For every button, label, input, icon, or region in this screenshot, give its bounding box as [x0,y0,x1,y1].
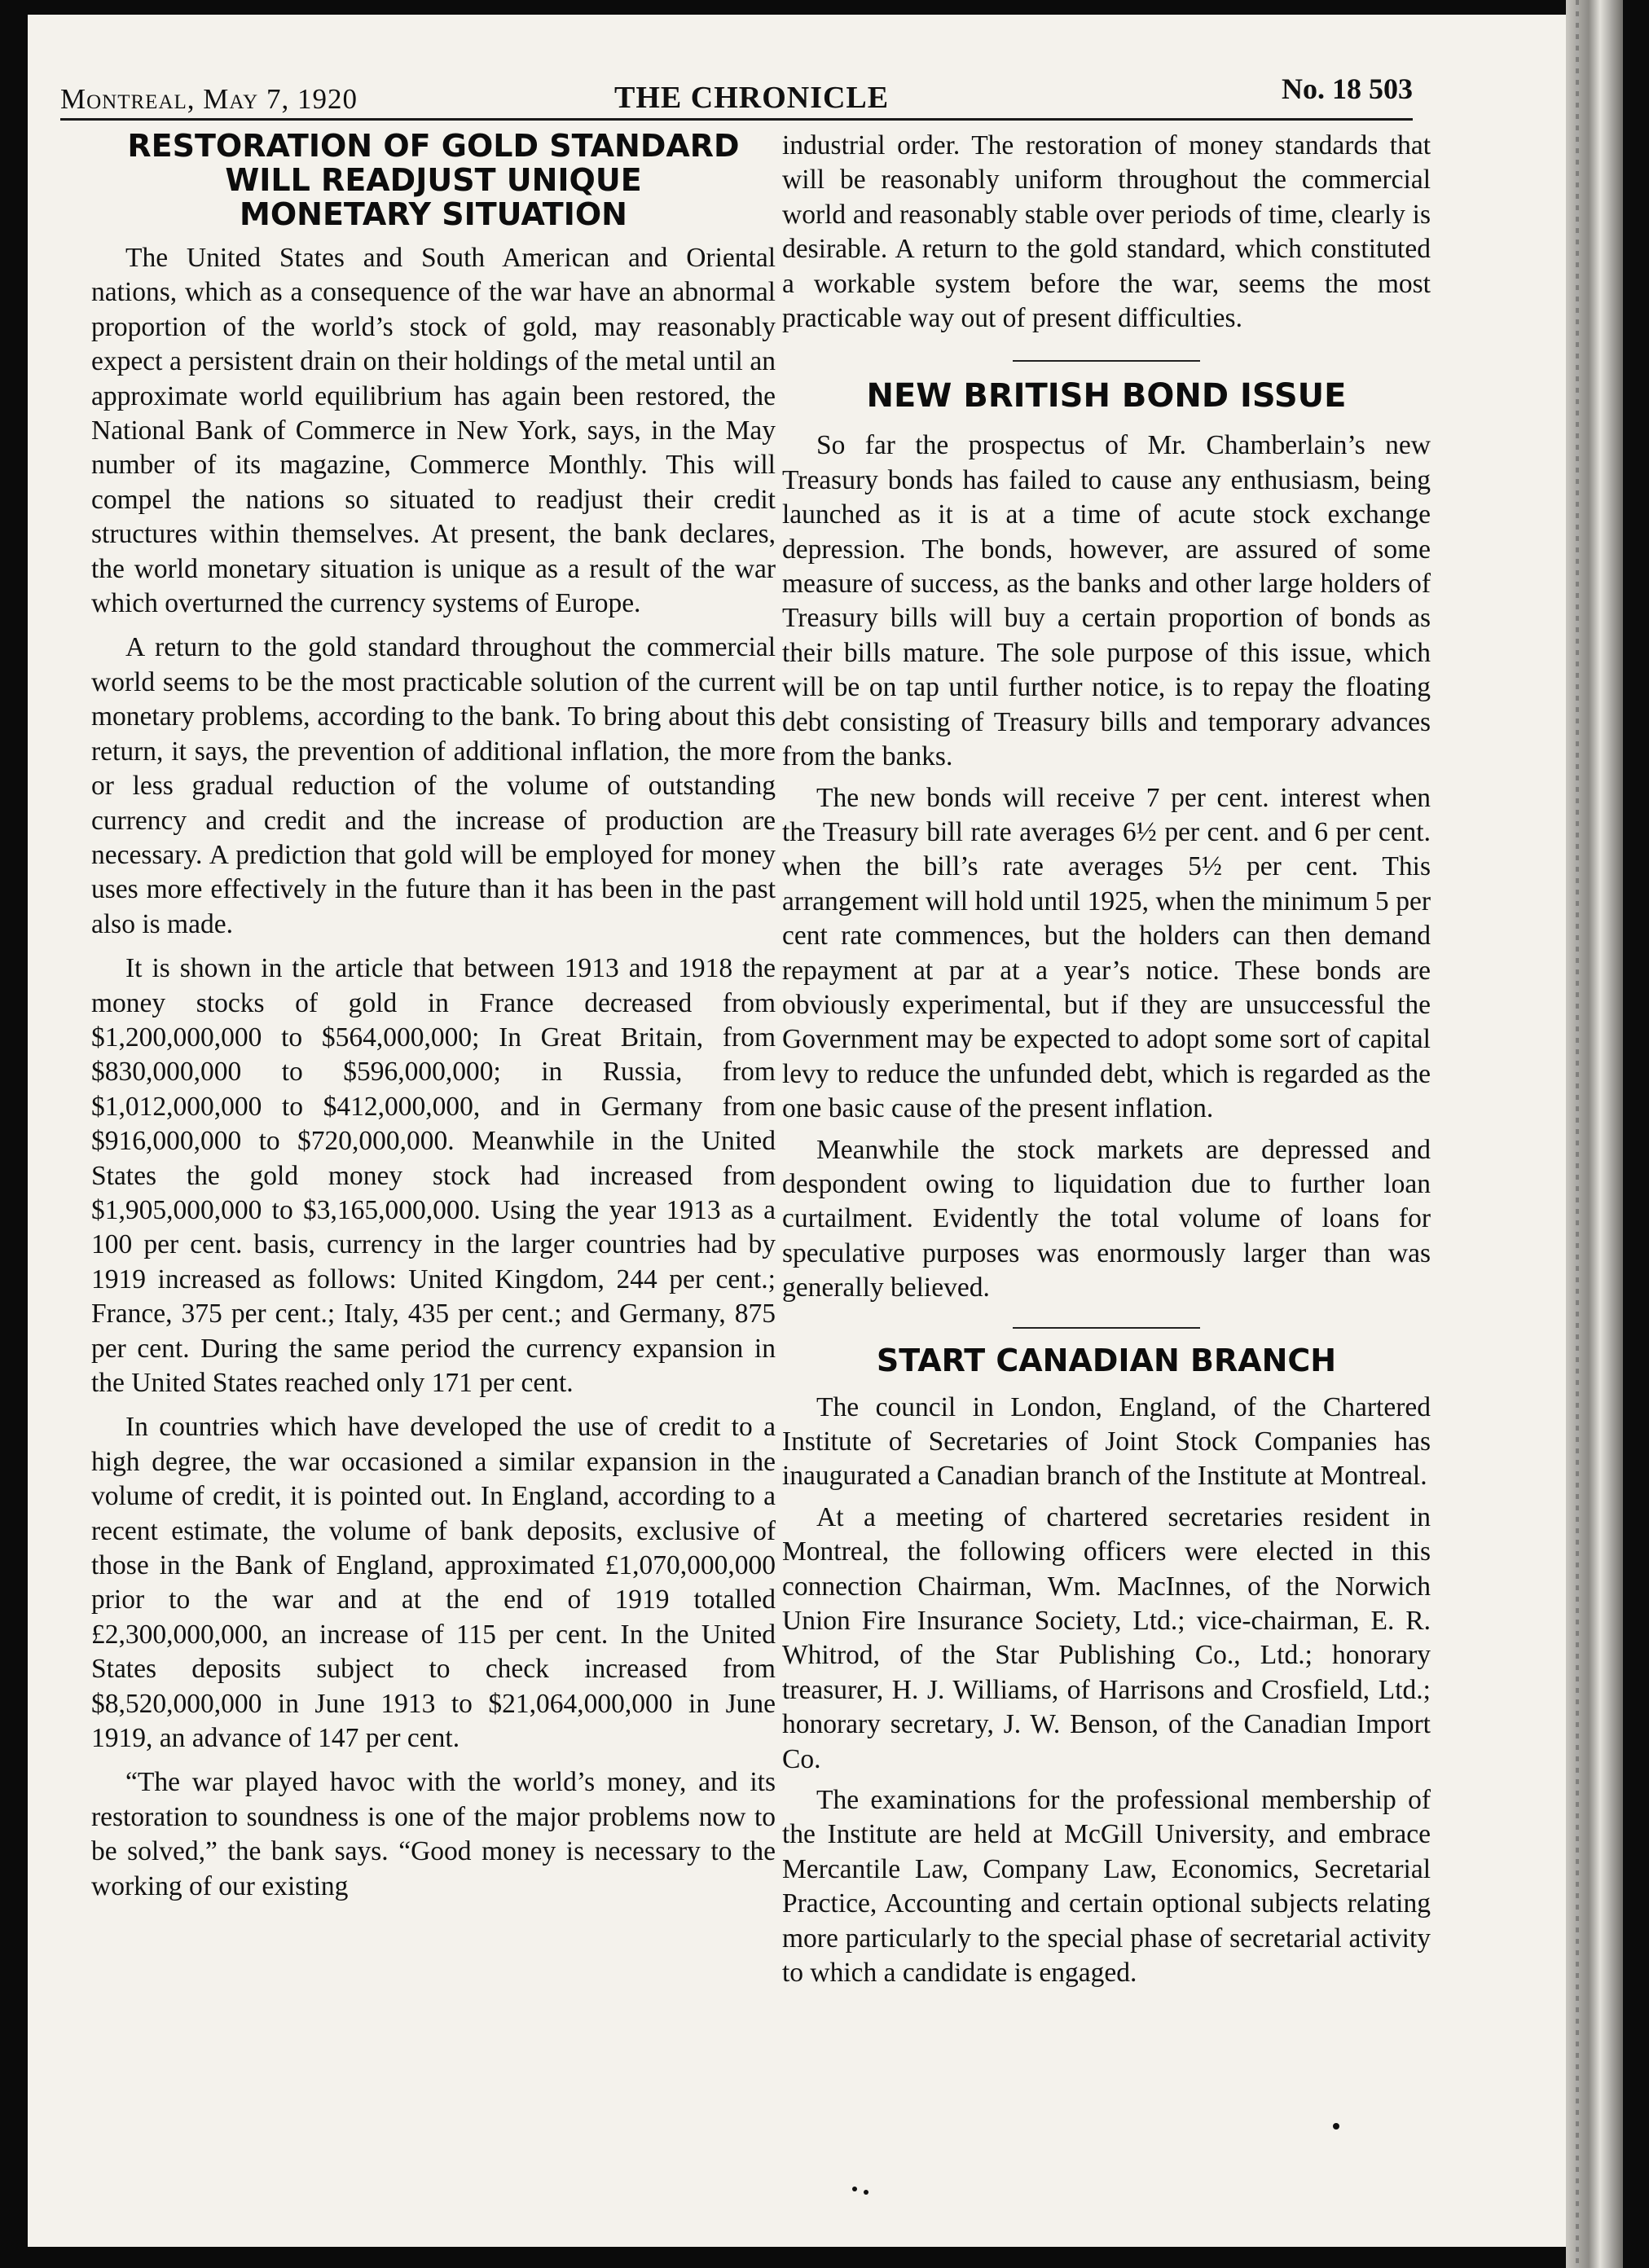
article-paragraph: The United States and South American and Oriental nations, which as a consequence of the war have an abnormal proportion of the world’s stock of gold, may reasonably expect a persistent drain on their holdings of the metal until an approximate world equilibrium has again been restored, the National Bank of Commerce in New York, says, in the May number of its magazine, Commerce Monthly. This will compel the nations so situated to readjust their credit structures within themselves. At present, the bank declares, the world monetary situation is unique as a result of the war which overturned the currency systems of Europe. [91,243,776,619]
header-rule [60,118,1413,121]
article-paragraph: The examinations for the professional membership of the Institute are held at McGill University, and embrace Mercantile Law, Company Law, Economics, Secretarial Practice, Accounting and certain optional subjects relating more particularly to the special phase of secretarial activity to which a candidate is engaged. [782,1785,1431,1989]
header-publication: THE CHRONICLE [614,81,890,115]
header-dateline: Montreal, May 7, 1920 [60,83,358,115]
article-title: START CANADIAN BRANCH [876,1342,1337,1378]
article-paragraph: The council in London, England, of the Chartered Institute of Secretaries of Joint Stock Companies has inaugurated a Canadian branch of the Institute at Montreal. [782,1391,1431,1492]
article-paragraph: Meanwhile the stock markets are depressed and despondent owing to liquidation due to further loan curtailment. Evidently the total volume of loans for speculative purposes was enormously larger than was generally believed. [782,1134,1431,1303]
print-speck [852,2187,857,2191]
article-paragraph: So far the prospectus of Mr. Chamberlain’s new Treasury bonds has failed to cause any enthusiasm, being launched as it is at a time of acute stock exchange depression. The bonds, however, are assured of some measure of success, as the banks and other large holders of Treasury bills will buy a certain proportion of bonds as their bills mature. The sole purpose of this issue, which will be on tap until further notice, is to repay the floating debt consisting of Treasury bills and temporary advances from the banks. [782,430,1431,772]
left-column [91,129,776,1904]
article-paragraph: “The war played havoc with the world’s money, and its restoration to soundness is one of the major problems now to be solved,” the bank says. “Good money is necessary to the working of our existing [91,1767,776,1901]
section-divider [1013,1327,1200,1329]
article-paragraph: At a meeting of chartered secretaries resident in Montreal, the following officers were elected in this connection Chairman, Wm. MacInnes, of the Norwich Union Fire Insurance Society, Ltd.; vice-chairman, E. R. Whitrod, of the Star Publishing Co., Ltd.; honorary treasurer, H. J. Williams, of Harrisons and Crosfield, Ltd.; honorary secretary, J. W. Benson, of the Canadian Import Co. [782,1501,1431,1774]
article-paragraph: In countries which have developed the use of credit to a high degree, the war occasioned a similar expansion in the volume of credit, it is pointed out. In England, according to a recent estimate, the volume of bank deposits, exclusive of those in the Bank of England, approximated £1,070,000,000 prior to the war and at the end of 1919 totalled £2,300,000,000, an increase of 115 per cent. In the United States deposits subject to check increased from $8,520,000,000 in June 1913 to $21,064,000,000 in June 1919, an advance of 147 per cent. [91,1412,776,1754]
print-speck [1333,2123,1339,2130]
page-edge [1566,0,1623,2268]
article-paragraph: A return to the gold standard throughout the commercial world seems to be the most practicable solution of the current monetary problems, according to the bank. To bring about this return, it says, the prevention of additional inflation, the more or less gradual reduction of the volume of outstanding currency and credit and the increase of production are necessary. A prediction that gold will be employed for money uses more effectively in the future than it has been in the past also is made. [91,632,776,939]
article-paragraph: The new bonds will receive 7 per cent. interest when the Treasury bill rate averages 6½ per cent. and 6 per cent. when the bill’s rate averages 5½ per cent. This arrangement will hold until 1925, when the minimum 5 per cent rate commences, but the holders can then demand repayment at par at a year’s notice. These bonds are obviously experimental, but if they are unsuccessful the Government may be expected to adopt some sort of capital levy to reduce the unfunded debt, which is regarded as the one basic cause of the present inflation. [782,782,1431,1124]
right-column [782,129,1431,1991]
running-header [60,72,1413,121]
article-canadian-branch [782,1340,1431,1991]
header-issue-page: No. 18 503 [1282,73,1413,105]
section-divider [1013,360,1200,362]
article-title-line: WILL READJUST UNIQUE [225,162,642,198]
article-title: NEW BRITISH BOND ISSUE [866,377,1347,415]
article-continuation: industrial order. The restoration of money standards that will be reasonably uniform throughout the commercial world and reasonably stable over periods of time, clearly is desirable. A return to the gold standard, which constituted a workable system before the war, seems the most practicable way out of present difficulties. [782,130,1431,334]
article-title-line: RESTORATION OF GOLD STANDARD [127,128,740,164]
print-speck [864,2190,868,2195]
article-gold-standard [91,129,776,1904]
article-title-line: MONETARY SITUATION [240,196,627,232]
article-paragraph: It is shown in the article that between 1913 and 1918 the money stocks of gold in France decreased from $1,200,000,000 to $564,000,000; In Great Britain, from $830,000,000 to $596,000,000; in Russia, from $1,012,000,000 to $412,000,000, and in Germany from $916,000,000 to $720,000,000. Meanwhile in the United States the gold money stock had increased from $1,905,000,000 to $3,165,000,000. Using the year 1913 as a 100 per cent. basis, currency in the larger countries had by 1919 increased as follows: United Kingdom, 244 per cent.; France, 375 per cent.; Italy, 435 per cent.; and Germany, 875 per cent. During the same period the currency expansion in the United States reached only 171 per cent. [91,953,776,1398]
article-bond-issue [782,375,1431,1305]
